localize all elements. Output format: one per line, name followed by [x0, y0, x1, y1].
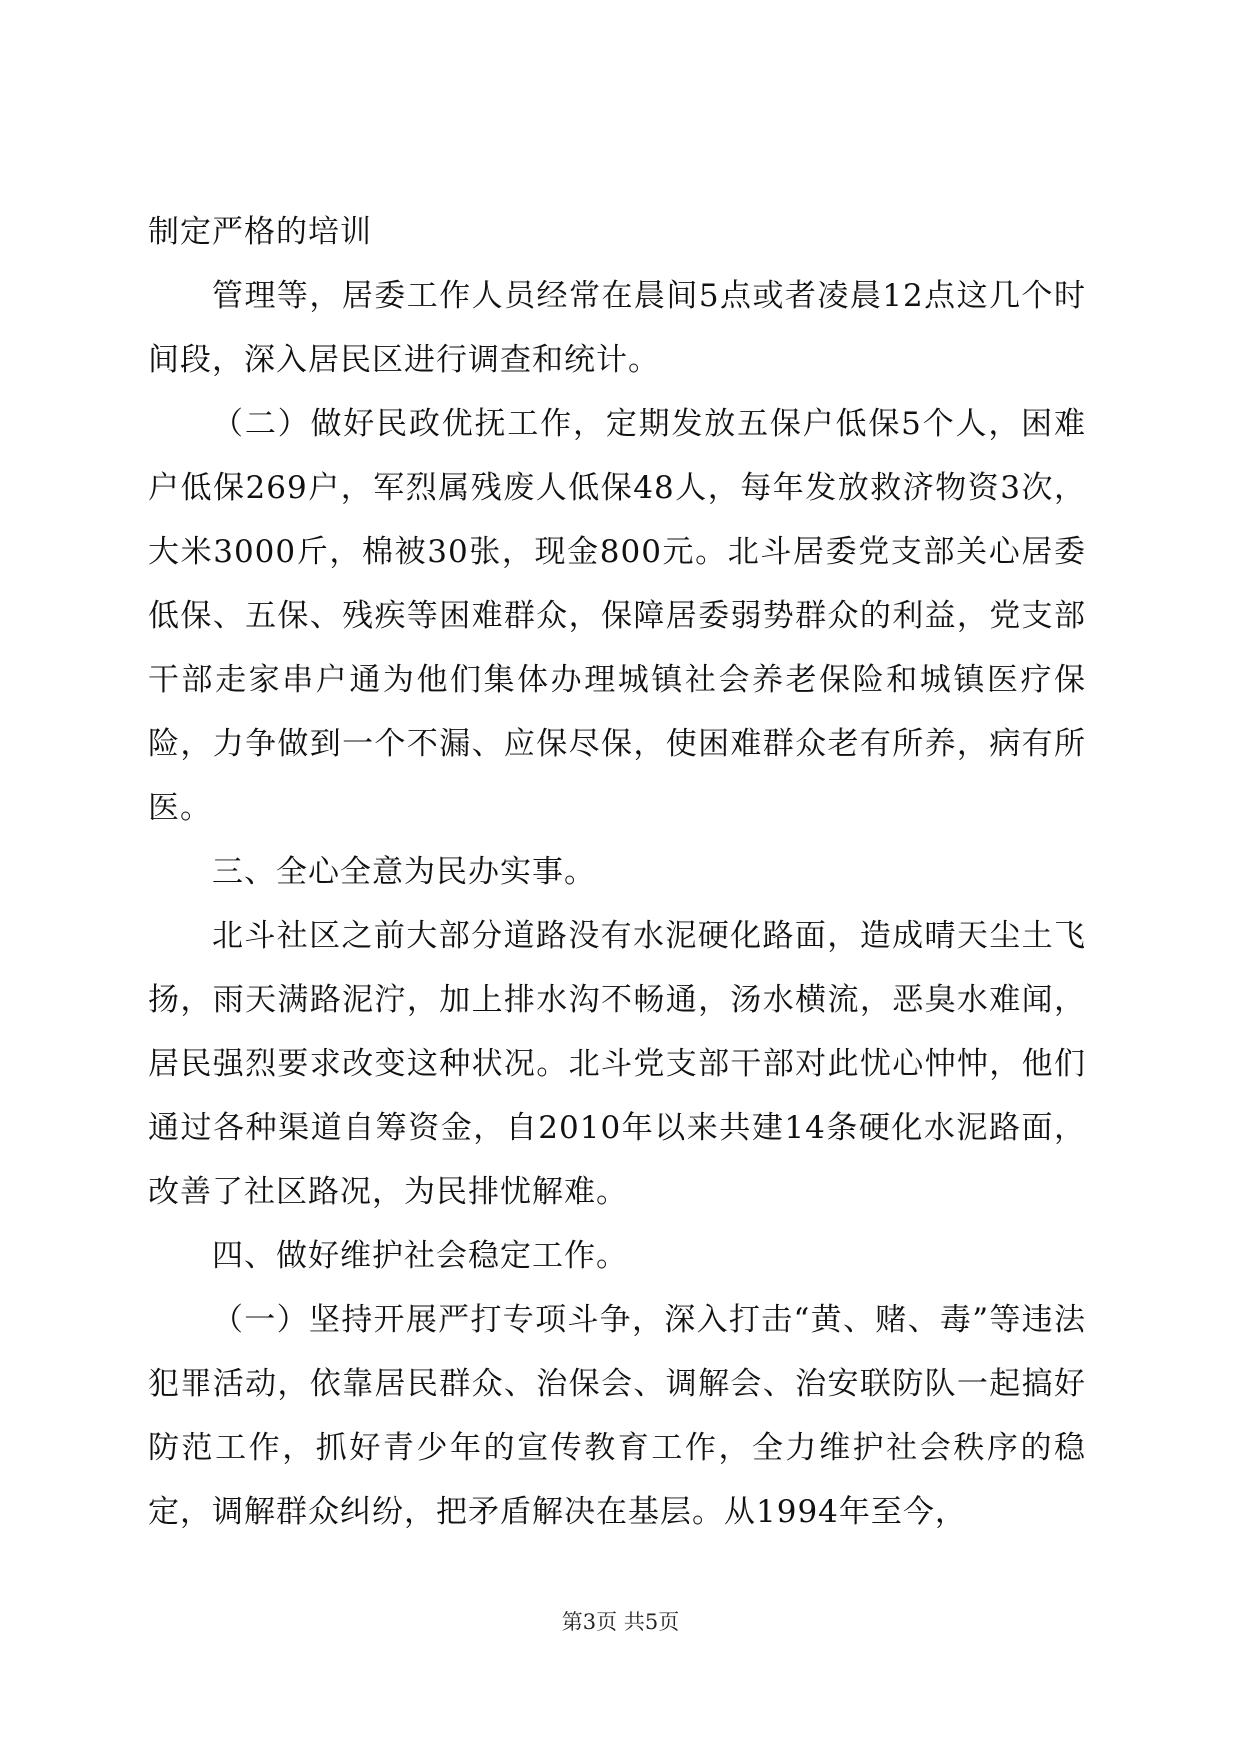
- paragraph: （二）做好民政优抚工作，定期发放五保户低保5个人，困难户低保269户，军烈属残废人低保48人，每年发放救济物资3次，大米3000斤，棉被30张，现金800元。北斗居委党支部关心居委低保、五保、残疾等困难群众，保障居委弱势群众的利益，党支部干部走家串户通为他们集体办理城镇社会养老保险和城镇医疗保险，力争做到一个不漏、应保尽保，使困难群众老有所养，病有所医。: [148, 406, 1086, 826]
- page-number-label: 第3页 共5页: [561, 1610, 680, 1634]
- paragraph: 北斗社区之前大部分道路没有水泥硬化路面，造成晴天尘土飞扬，雨天满路泥泞，加上排水沟不畅通，汤水横流，恶臭水难闻，居民强烈要求改变这种状况。北斗党支部干部对此忧心忡忡，他们通过各种渠道自筹资金，自2010年以来共建14条硬化水泥路面，改善了社区路况，为民排忧解难。: [148, 918, 1086, 1210]
- document-body: [148, 200, 1086, 1544]
- page-footer: [0, 1608, 1241, 1636]
- section-heading: 四、做好维护社会稳定工作。: [212, 1238, 628, 1274]
- paragraph: 管理等，居委工作人员经常在晨间5点或者凌晨12点这几个时间段，深入居民区进行调查和统计。: [148, 278, 1086, 378]
- paragraph: （一）坚持开展严打专项斗争，深入打击“黄、赌、毒”等违法犯罪活动，依靠居民群众、治保会、调解会、治安联防队一起搞好防范工作，抓好青少年的宣传教育工作，全力维护社会秩序的稳定，调解群众纠纷，把矛盾解决在基层。从1994年至今，: [148, 1302, 1086, 1530]
- section-heading: 三、全心全意为民办实事。: [212, 854, 596, 890]
- paragraph-fragment: 制定严格的培训: [148, 214, 372, 250]
